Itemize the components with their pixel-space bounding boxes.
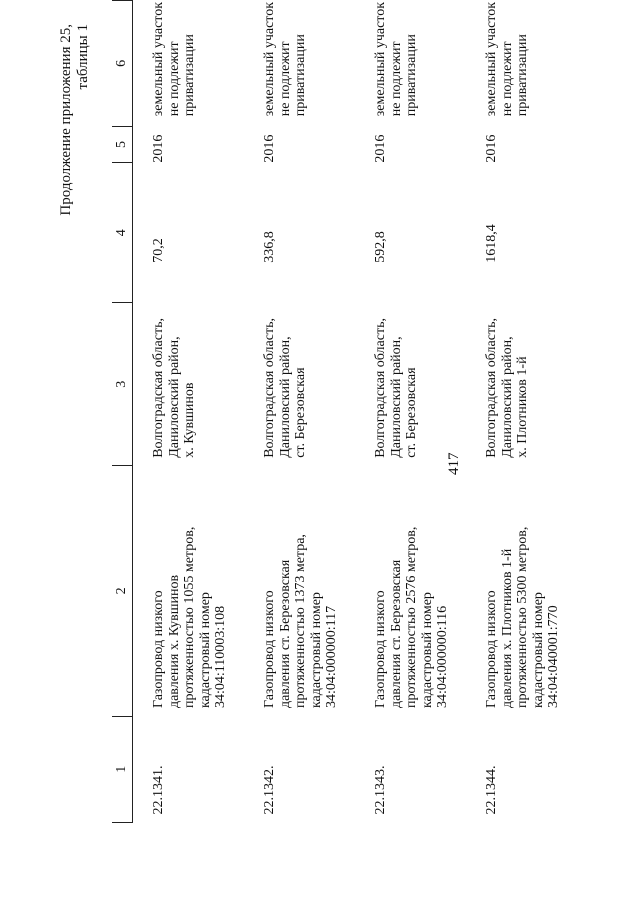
object-description: Газопровод низкого давления ст. Березовская протяженностью 2576 метров, кадастровый номер 34:04:000000:116 [373,526,450,709]
object-area: 70,2 [151,238,166,263]
property-table [112,0,581,823]
record-number: 22.1342. [262,765,277,815]
object-note: земельный участок не подлежит приватизации [151,1,197,117]
object-year: 2016 [373,134,388,163]
object-note: земельный участок не подлежит приватизации [373,1,419,117]
object-note: земельный участок не подлежит приватизации [262,1,308,117]
object-description: Газопровод низкого давления х. Кувшинов протяженностью 1055 метров, кадастровый номер 34:04:110003:108 [151,526,228,709]
object-address: Волгоградская область, Даниловский район, х. Кувшинов [151,318,197,458]
column-header-1: 1 [112,716,133,822]
object-area: 592,8 [373,231,388,263]
object-area: 1618,4 [484,224,499,263]
table-row [248,1,359,823]
caption-line-1: Продолжение приложения 25, [58,24,74,216]
object-year: 2016 [151,134,166,163]
table-row [470,1,581,823]
object-description: Газопровод низкого давления х. Плотников 1-й протяженностью 5300 метров, кадастровый номер 34:04:040001:770 [484,526,561,709]
column-header-3: 3 [112,303,133,466]
page-number: 417 [446,452,462,475]
object-address: Волгоградская область, Даниловский район, ст. Березовская [373,318,419,458]
record-number: 22.1343. [373,765,388,815]
object-address: Волгоградская область, Даниловский район, х. Плотников 1-й [484,318,530,458]
object-year: 2016 [262,134,277,163]
object-note: земельный участок не подлежит приватизации [484,1,530,117]
table-row [133,1,249,823]
appendix-caption [58,24,92,304]
caption-line-2: таблицы 1 [75,24,91,90]
table-row [359,1,470,823]
object-description: Газопровод низкого давления ст. Березовская протяженностью 1373 метра, кадастровый номер 34:04:000000:117 [262,534,339,709]
column-header-2: 2 [112,466,133,716]
column-header-4: 4 [112,163,133,303]
object-area: 336,8 [262,231,277,263]
object-address: Волгоградская область, Даниловский район, ст. Березовская [262,318,308,458]
object-year: 2016 [484,134,499,163]
column-header-6: 6 [112,1,133,127]
record-number: 22.1341. [151,765,166,815]
record-number: 22.1344. [484,765,499,815]
column-number-row [112,1,133,823]
column-header-5: 5 [112,126,133,162]
